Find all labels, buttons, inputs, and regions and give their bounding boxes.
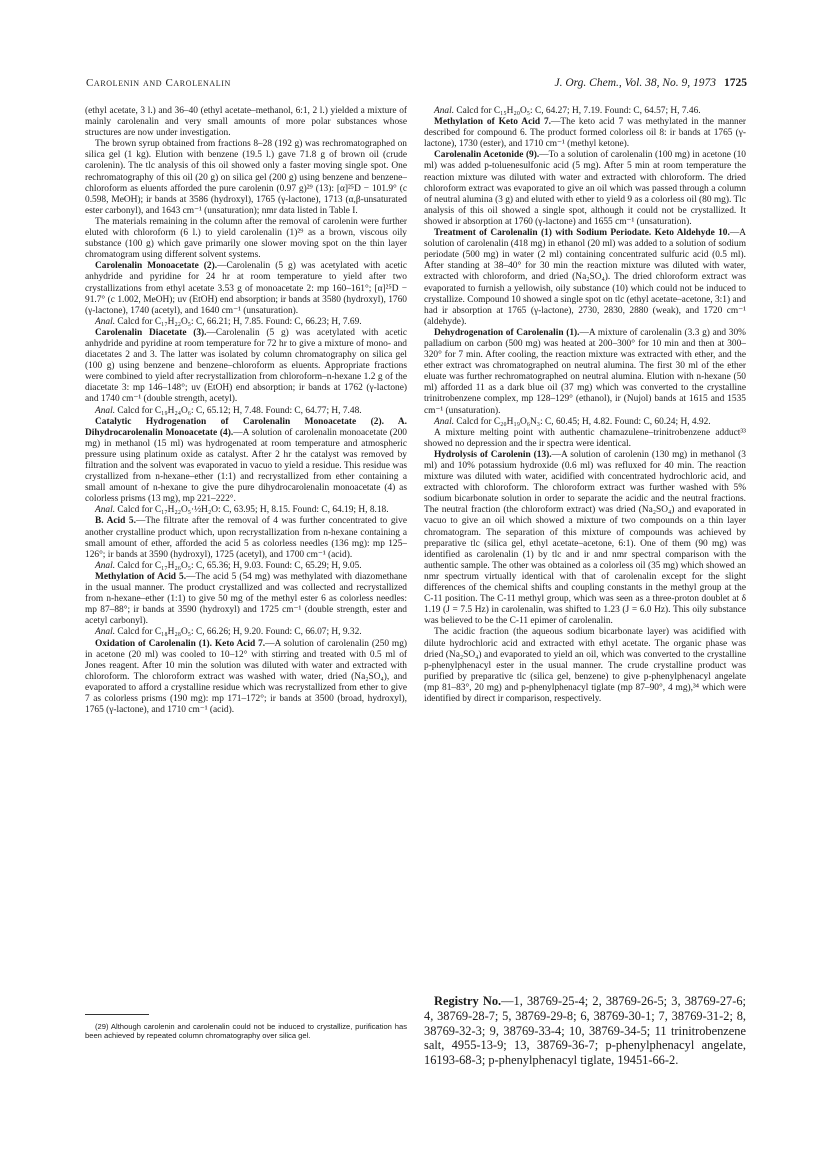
paragraph-text: —A solution of carolenalin (418 mg) in ethanol (20 ml) was added to a solution of sodium periodate (500 mg) in water (2 ml) containing concentrated sulfuric acid (0.5 ml). After standing at 38–40° for 30 min the reaction mixture was diluted with water, extracted with chloroform, and dried (Na₂SO₄). The dried chloroform extract was evaporated to furnish a yellowish, oily substance (10) which could not be induced to crystallize. Compound 10 showed a single spot on tlc (ethyl acetate–acetone, 3:1) and had ir absorption at 1765 (γ-lactone), 2730, 2830, 2880 (weak), and 1720 cm⁻¹ (aldehyde).: [424, 228, 746, 327]
section-heading: B. Acid 5.: [95, 516, 136, 527]
paragraph: [85, 328, 407, 406]
paragraph-text: Calcd for C₁₉H₂₄O₆: C, 65.12; H, 7.48. Found: C, 64.77; H, 7.48.: [115, 405, 362, 416]
paragraph-text: —A mixture of carolenalin (3.3 g) and 30% palladium on carbon (500 mg) was heated at 200–300° for 10 min and then at 300–320° for 7 min. After cooling, the reaction mixture was extracted with ether, and the ether extract was chromatographed on neutral alumina. The first 30 ml of the ether eluate was further rechromatographed on neutral alumina. Elution with n-hexane (50 ml) afforded 11 as a dark blue oil (37 mg) which was converted to the crystalline trinitrobenzene complex, mp 128–129° (ethanol), ir (Nujol) bands at 1615 and 1535 cm⁻¹ (unsaturation).: [424, 327, 746, 416]
journal-citation: [554, 77, 747, 89]
paragraph: [424, 117, 746, 150]
analysis-paragraph: [85, 561, 407, 572]
anal-label: Anal.: [95, 505, 116, 516]
analysis-paragraph: [85, 317, 407, 328]
paragraph: A mixture melting point with authentic chamazulene–trinitrobenzene adduct³³ showed no depression and the ir spectra were identical.: [424, 427, 746, 449]
paragraph: The acidic fraction (the aqueous sodium bicarbonate layer) was acidified with dilute hydrochloric acid and extracted with ethyl acetate. The organic phase was dried (Na₂SO₄) and evaporated to yield an oil, which was converted to the crystalline p-phenylphenacyl ester in the usual manner. The crude crystalline product was purified by preparative tlc (silica gel, benzene) to give p-phenylphenacyl angelate (mp 81–83°, 20 mg) and p-phenylphenacyl tiglate (mp 87–90°, 4 mg),³⁴ which were identified by direct ir comparison, respectively.: [424, 627, 746, 704]
left-column: [85, 106, 407, 716]
anal-label: Anal.: [434, 416, 455, 427]
paragraph: The materials remaining in the column after the removal of carolenin were further eluted with chloroform (6 l.) to yield carolenalin (1)²⁹ as a brown, viscous oily substance (100 g) which gave primarily one slower moving spot on the thin layer chromatogram using different solvent systems.: [85, 216, 407, 261]
analysis-paragraph: [85, 406, 407, 417]
paragraph: [424, 328, 746, 417]
anal-label: Anal.: [95, 316, 116, 327]
anal-label: Anal.: [95, 560, 116, 571]
paragraph-text: Calcd for C₁₇H₂₂O₅: C, 66.21; H, 7.85. Found: C, 66.23; H, 7.69.: [115, 316, 362, 327]
paragraph: [85, 417, 407, 506]
paragraph-text: Calcd for C₁₈H₂₈O₅: C, 66.26; H, 9.20. Found: C, 66.07; H, 9.32.: [115, 627, 362, 638]
running-header: [86, 77, 747, 93]
journal-name: J. Org. Chem., Vol. 38, No. 9, 1973: [554, 77, 716, 89]
paragraph-text: —The filtrate after the removal of 4 was further concentrated to give another crystalline product which, upon recrystallization from n-hexane containing a small amount of ether, afforded the acid 5 as colorless needles (136 mg): mp 125–126°; ir bands at 3590 (hydroxyl), 1725 (acetyl), and 1700 cm⁻¹ (acid).: [85, 516, 407, 560]
analysis-paragraph: [424, 106, 746, 117]
page-number: 1725: [724, 77, 747, 89]
analysis-paragraph: [85, 505, 407, 516]
paragraph-text: Calcd for C₁₅H₂₀O₅: C, 64.27; H, 7.19. Found: C, 64.57; H, 7.46.: [454, 106, 701, 116]
registry-label: Registry No.: [434, 994, 502, 1008]
paragraph: [424, 450, 746, 628]
section-heading: Dehydrogenation of Carolenalin (1).: [434, 327, 580, 338]
paragraph: [85, 639, 407, 717]
section-heading: Carolenalin Diacetate (3).: [95, 327, 207, 338]
paragraph: [85, 261, 407, 316]
paragraph-text: —A solution of carolenin (130 mg) in methanol (3 ml) and 10% potassium hydroxide (0.6 ml) was refluxed for 40 min. The reaction mixture was diluted with water, acidified with concentrated hydrochloric acid, and extracted with chloroform. The chloroform extract was further washed with 5% sodium bicarbonate solution in order to separate the acidic and the neutral fractions. The neutral fraction (the chloroform extract) was dried (Na₂SO₄) and evaporated in vacuo to give an oil which showed a mixture of two compounds on a thin layer chromatogram. The separation of this mixture of compounds was achieved by preparative tlc (silica gel, ethyl acetate–acetone, 6:1). One of them (90 mg) was identified as carolenalin (1) by tlc and ir and nmr spectral comparison with the authentic sample. The other was obtained as a colorless oil (35 mg) which showed an nmr spectrum virtually identical with that of carolenalin except for the slight differences of the chemical shifts and coupling constants in the methyl group at the C-11 position. The C-11 methyl group, which was seen as a three-proton doublet at δ 1.19 (J = 7.5 Hz) in carolenalin, was shifted to 1.23 (J = 6.0 Hz). This oily substance was believed to be the C-11 epimer of carolenalin.: [424, 449, 746, 627]
footnote: (29) Although carolenin and carolenalin could not be induced to crystallize, purification has been achieved by repeated column chromatography over silica gel.: [85, 1022, 407, 1041]
paragraph-text: —Carolenalin (5 g) was acetylated with acetic anhydride and pyridine at room temperature for 72 hr to give a mixture of mono- and diacetates 2 and 3. The latter was isolated by column chromatography on silica gel (100 g) using benzene and benzene–chloroform as eluents. Appropriate fractions were combined to yield after recrystallization from chloroform–n-hexane 1.2 g of the diacetate 3: mp 146–148°; uv (EtOH) end absorption; ir bands at 1762 (γ-lactone) and 1740 cm⁻¹ (double strength, acetyl).: [85, 327, 407, 405]
paragraph-text: —To a solution of carolenalin (100 mg) in acetone (10 ml) was added p-toluenesulfonic acid (5 mg). After 5 min at room temperature the reaction mixture was diluted with water and extracted with chloroform. The dried chloroform extract was evaporated to give an oil which was passed through a column of neutral alumina (3 g) and eluted with ether to yield 9 as a colorless oil (80 mg). Tlc analysis of this oil showed a single spot, although it could not be crystallized. It showed ir absorption at 1760 (γ-lactone) and 1655 cm⁻¹ (unsaturation).: [424, 150, 746, 227]
section-heading: Methylation of Acid 5.: [95, 571, 187, 582]
paragraph-text: Calcd for C₁₇H₂₂O₅·½H₂O: C, 63.95; H, 8.15. Found: C, 64.19; H, 8.18.: [115, 505, 389, 516]
paragraph-text: —Carolenalin (5 g) was acetylated with acetic anhydride and pyridine for 24 hr at room temperature to yield after two crystallizations from ethyl acetate 3.53 g of monoacetate 2: mp 160–161°; [α]²⁵D − 91.7° (c 1.002, MeOH); uv (EtOH) end absorption; ir bands at 3580 (hydroxyl), 1760 (γ-lactone), 1740 (acetyl), and 1640 cm⁻¹ (unsaturation).: [85, 261, 407, 316]
paragraph-text: —A solution of carolenalin (250 mg) in acetone (20 ml) was cooled to 10–12° with stirring and treated with 0.5 ml of Jones reagent. After 10 min the solution was diluted with water and extracted with chloroform. The chloroform extract was washed with water, dried (Na₂SO₄), and evaporated to afford a crystalline residue which was recrystallized from ether to give 7 as colorless prisms (190 mg): mp 171–172°; ir bands at 3500 (broad, hydroxyl), 1765 (γ-lactone), and 1710 cm⁻¹ (acid).: [85, 638, 408, 716]
paragraph: The brown syrup obtained from fractions 8–28 (192 g) was rechromatographed on silica gel (1 kg). Elution with benzene (19.5 l.) gave 71.8 g of brown oil (crude carolenin). The tlc analysis of this oil showed only a faster moving single spot. One rechromatography of this oil (20 g) on silica gel (200 g) using benzene and benzene–chloroform as eluents afforded the pure carolenin (0.97 g)²⁹ (13): [α]²⁵D − 101.9° (c 0.598, MeOH); ir bands at 3586 (hydroxyl), 1765 (γ-lactone), 1713 (α,β-unsaturated ester carbonyl), and 1643 cm⁻¹ (unsaturation); nmr data listed in Table I.: [85, 139, 407, 216]
anal-label: Anal.: [95, 627, 116, 638]
paragraph: [424, 228, 746, 328]
analysis-paragraph: [424, 417, 746, 428]
section-heading: Hydrolysis of Carolenin (13).: [434, 449, 552, 460]
section-heading: Carolenalin Acetonide (9).: [434, 150, 540, 161]
section-heading: Oxidation of Carolenalin (1). Keto Acid 7.: [95, 638, 266, 649]
paragraph-text: —A solution of carolenalin monoacetate (200 mg) in methanol (15 ml) was hydrogenated at room temperature and atmospheric pressure using platinum oxide as catalyst. After 2 hr the catalyst was removed by filtration and the solvent was evaporated in vacuo to yield a residue. This residue was crystallized from n-hexane–ether (1:1) and recrystallized from ether containing a small amount of n-hexane to give the pure dihydrocarolenalin monoacetate (4) as colorless prisms (13 mg), mp 221–222°.: [85, 427, 407, 505]
section-heading: Carolenalin Monoacetate (2).: [95, 261, 218, 272]
running-title: Carolenin and Carolenalin: [86, 77, 231, 89]
paragraph: [85, 572, 407, 627]
section-heading: Catalytic Hydrogenation of Carolenalin Monoacetate (2). A. Dihydrocarolenalin Monoacetate (4).: [85, 416, 407, 438]
registry-numbers: [424, 994, 746, 1068]
analysis-paragraph: [85, 627, 407, 638]
section-heading: Treatment of Carolenalin (1) with Sodium Periodate. Keto Aldehyde 10.: [434, 228, 730, 239]
anal-label: Anal.: [95, 405, 116, 416]
paragraph-text: —The acid 5 (54 mg) was methylated with diazomethane in the usual manner. The product crystallized and was collected and recrystallized from n-hexane–ether (1:1) to give 50 mg of the methyl ester 6 as colorless needles: mp 87–88°; ir bands at 3590 (hydroxyl) and 1725 cm⁻¹ (double strength, ester and acetyl carbonyl).: [85, 571, 407, 627]
paragraph-text: Calcd for C₂₀H₁₉O₆N₃: C, 60.45; H, 4.82. Found: C, 60.24; H, 4.92.: [454, 416, 711, 427]
paragraph: (ethyl acetate, 3 l.) and 36–40 (ethyl acetate–methanol, 6:1, 2 l.) yielded a mixture of mainly carolenalin and very small amounts of more polar substances whose structures are now under investigation.: [85, 106, 407, 139]
footnote-divider: [85, 1014, 149, 1015]
anal-label: Anal.: [434, 106, 455, 116]
paragraph-text: Calcd for C₁₇H₂₆O₅: C, 65.36; H, 9.03. Found: C, 65.29; H, 9.05.: [115, 560, 362, 571]
section-heading: Methylation of Keto Acid 7.: [434, 117, 552, 128]
paragraph-text: —The keto acid 7 was methylated in the manner described for compound 6. The product formed colorless oil 8: ir bands at 1765 (γ-lactone), 1730 (ester), and 1710 cm⁻¹ (methyl ketone).: [424, 117, 746, 150]
right-column: [424, 106, 746, 705]
registry-text: —1, 38769-25-4; 2, 38769-26-5; 3, 38769-27-6; 4, 38769-28-7; 5, 38769-29-8; 6, 38769-30-1; 7, 38769-31-2; 8, 38769-32-3; 9, 38769-33-4; 10, 38769-34-5; 11 trinitrobenzene salt, 4955-13-9; 13, 38769-36-7; p-phenylphenacyl angelate, 16193-68-3; p-phenylphenacyl tiglate, 19451-66-2.: [424, 994, 746, 1068]
paragraph: [85, 516, 407, 560]
paragraph: [424, 150, 746, 228]
